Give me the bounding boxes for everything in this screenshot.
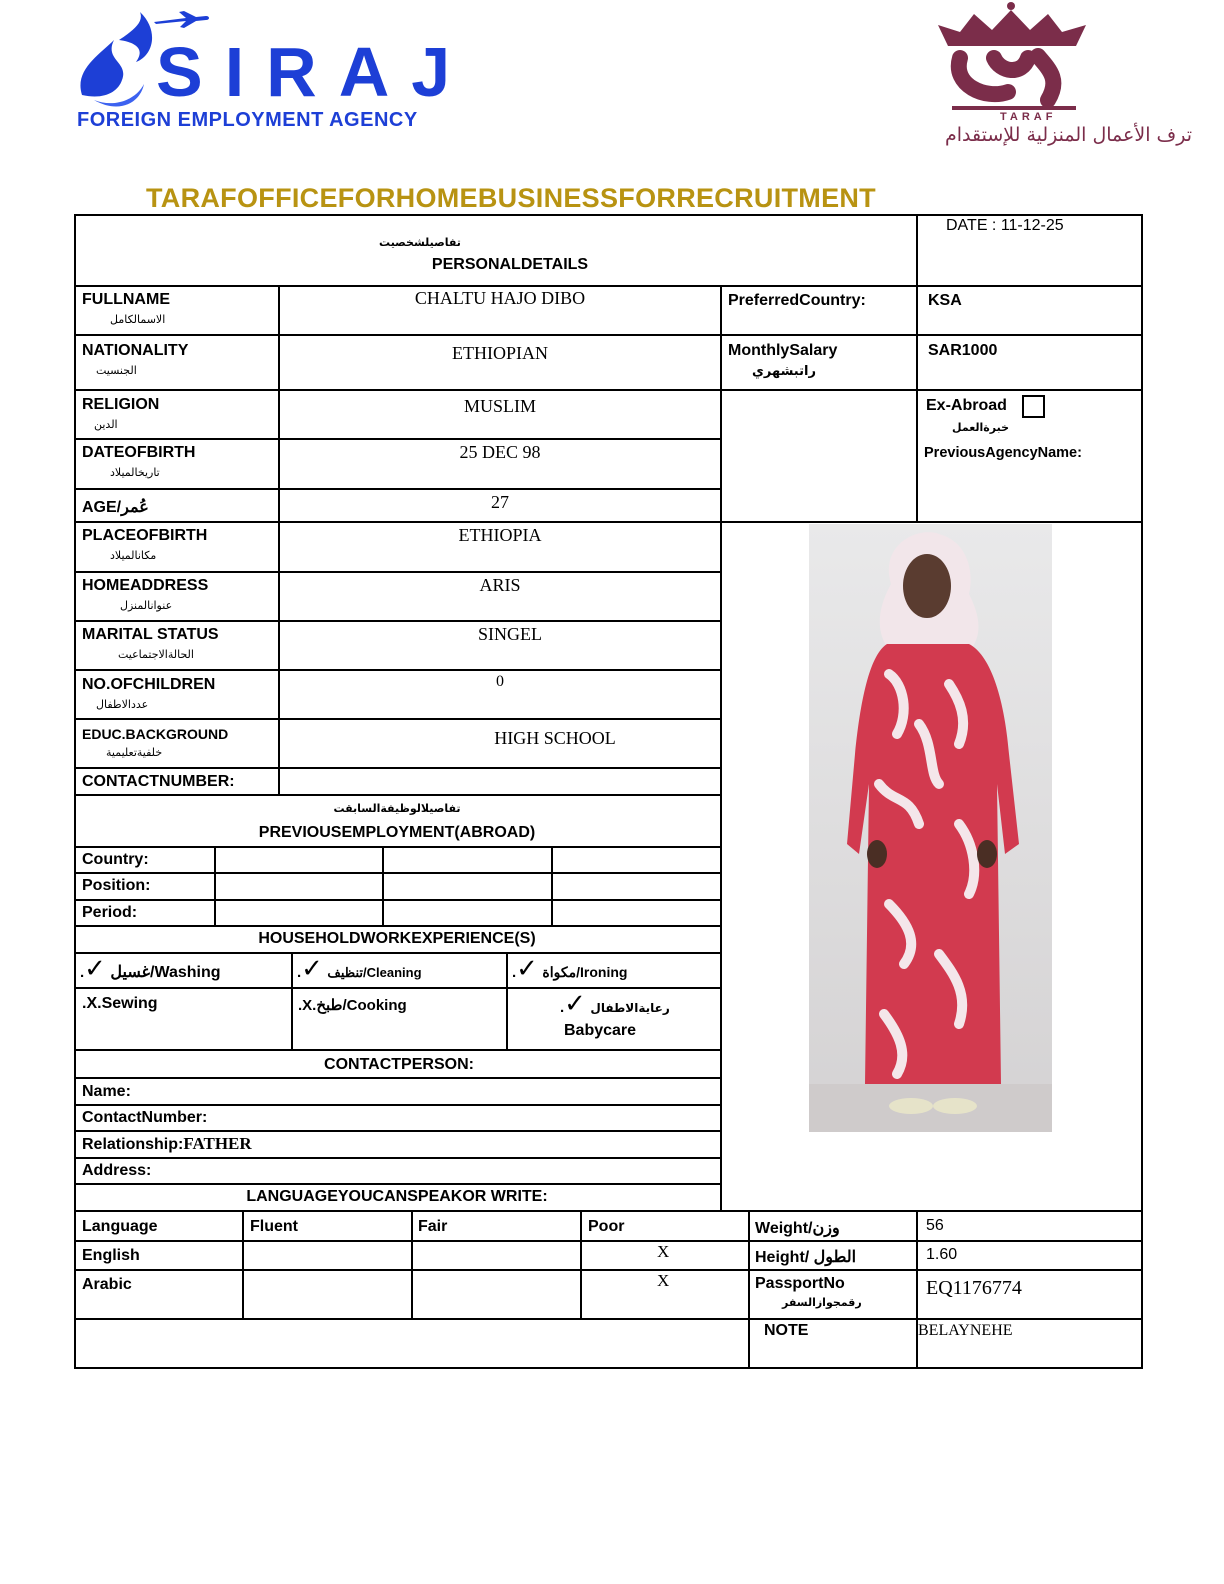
contact-person-title: CONTACTPERSON:	[324, 1056, 474, 1073]
children-label: NO.OFCHILDREN	[82, 676, 216, 693]
children-value: 0	[496, 673, 504, 690]
lang-header-poor: Poor	[588, 1218, 625, 1235]
pob-value: ETHIOPIA	[458, 525, 542, 545]
contact-name-label: Name:	[82, 1083, 131, 1100]
lang-english-name: English	[82, 1247, 140, 1264]
dob-label: DATEOFBIRTH	[82, 444, 196, 461]
cooking-label: .X.طبخ/Cooking	[298, 997, 407, 1014]
preferred-country-value: KSA	[928, 292, 962, 309]
lang-header-language: Language	[82, 1218, 158, 1235]
pob-arabic: مكانالميلاد	[110, 549, 157, 562]
religion-value: MUSLIM	[463, 396, 536, 416]
height-label: Height/ الطول	[755, 1249, 857, 1266]
home-address-arabic: عنوانالمنزل	[120, 599, 173, 612]
nationality-arabic: الجنسيت	[96, 364, 137, 377]
washing-cell: .✓ غسيل/Washing	[80, 954, 221, 984]
babycare-arabic: رعايةالاطفال	[590, 1001, 670, 1015]
lang-english-poor: X	[657, 1242, 670, 1261]
language-section-title: LANGUAGEYOUCANSPEAKOR WRITE:	[246, 1188, 548, 1205]
ironing-check-icon: ✓	[516, 954, 538, 984]
fullname-arabic: الاسمالكامل	[110, 313, 166, 326]
ex-abroad-arabic: خبرةالعمل	[952, 421, 1010, 434]
prev-period-label: Period:	[82, 904, 138, 921]
monthly-salary-arabic: راتبشهري	[752, 364, 816, 379]
taraf-arabic-name: ترف الأعمال المنزلية للإستقدام	[945, 124, 1192, 146]
religion-arabic: الدين	[94, 418, 118, 431]
passport-value: EQ1176774	[926, 1277, 1022, 1299]
weight-value: 56	[926, 1217, 944, 1234]
passport-arabic: رقمجوازالسفر	[782, 1296, 862, 1309]
relationship-row	[82, 1134, 252, 1154]
relationship-value: FATHER	[183, 1134, 252, 1153]
personal-section-arabic: تفاصيلشخصيت	[379, 236, 461, 249]
contact-number-label: CONTACTNUMBER:	[82, 773, 235, 790]
date-field: DATE : 11-12-25	[946, 217, 1064, 234]
age-label: AGE/عُمر	[82, 499, 149, 516]
dob-value: 25 DEC 98	[459, 442, 541, 462]
previous-agency-label: PreviousAgencyName:	[924, 445, 1082, 461]
ironing-label: مكواة/Ironing	[542, 964, 628, 980]
fullname-value: CHALTU HAJO DIBO	[414, 288, 586, 308]
cleaning-check-icon: ✓	[301, 954, 323, 984]
washing-label: غسيل/Washing	[110, 964, 221, 981]
home-address-value: ARIS	[479, 575, 521, 595]
children-arabic: عددالاطفال	[96, 698, 149, 711]
relationship-label: Relationship:	[82, 1136, 184, 1153]
babycare-cell: .✓ رعايةالاطفال	[560, 989, 670, 1019]
taraf-logo-name: TARAF	[1000, 111, 1057, 123]
nationality-value: ETHIOPIAN	[452, 343, 548, 363]
contact-address-label: Address:	[82, 1162, 152, 1179]
education-label: EDUC.BACKGROUND	[82, 726, 229, 742]
person-photo-icon	[809, 524, 1052, 1132]
prev-position-label: Position:	[82, 877, 151, 894]
passport-label: PassportNo	[755, 1275, 845, 1292]
prev-country-label: Country:	[82, 851, 149, 868]
pob-label: PLACEOFBIRTH	[82, 527, 208, 544]
height-value: 1.60	[926, 1246, 958, 1263]
marital-arabic: الحالةالاجتماعيت	[118, 648, 194, 661]
personal-section-title: PERSONALDETAILS	[431, 256, 589, 273]
cleaning-label: تنظيف/Cleaning	[327, 965, 422, 980]
marital-label: MARITAL STATUS	[82, 626, 219, 643]
dob-arabic: تاريخالميلاد	[110, 466, 160, 479]
ex-abroad-label: Ex-Abroad	[926, 397, 1007, 414]
age-value: 27	[491, 492, 509, 512]
lang-header-fair: Fair	[418, 1218, 448, 1235]
washing-check-icon: ✓	[84, 954, 106, 984]
crown-icon	[930, 0, 1100, 120]
ironing-cell: .✓ مكواة/Ironing	[512, 954, 628, 984]
education-value: HIGH SCHOOL	[494, 728, 616, 748]
office-title: TARAFOFFICEFORHOMEBUSINESSFORRECRUITMENT	[146, 183, 876, 213]
contact-phone-label: ContactNumber:	[82, 1109, 208, 1126]
household-title: HOUSEHOLDWORKEXPERIENCE(S)	[258, 930, 536, 947]
lang-arabic-poor: X	[657, 1271, 670, 1290]
lang-header-fluent: Fluent	[250, 1218, 298, 1235]
education-arabic: خلفيةتعليمية	[106, 746, 163, 759]
previous-employment-arabic: تفاصيلالوظيفةالسابقت	[333, 802, 461, 815]
cleaning-cell: .✓ تنظيف/Cleaning	[297, 954, 422, 984]
religion-label: RELIGION	[82, 396, 160, 413]
candidate-photo	[809, 524, 1052, 1132]
home-address-label: HOMEADDRESS	[82, 577, 209, 594]
monthly-salary-label: MonthlySalary	[728, 342, 838, 359]
taraf-logo	[930, 0, 1100, 120]
note-value: BELAYNEHE	[918, 1322, 1013, 1339]
nationality-label: NATIONALITY	[82, 342, 189, 359]
monthly-salary-value: SAR1000	[928, 342, 998, 359]
marital-value: SINGEL	[478, 624, 542, 644]
weight-label: Weight/وزن	[755, 1220, 840, 1237]
preferred-country-label: PreferredCountry:	[728, 292, 866, 309]
fullname-label: FULLNAME	[82, 291, 170, 308]
babycare-check-icon: ✓	[564, 989, 586, 1019]
siraj-logo-name: SIRAJ	[156, 33, 473, 111]
lang-arabic-name: Arabic	[82, 1276, 132, 1293]
sewing-label: .X.Sewing	[82, 995, 158, 1012]
siraj-logo-subtitle: FOREIGN EMPLOYMENT AGENCY	[77, 109, 418, 131]
previous-employment-title: PREVIOUSEMPLOYMENT(ABROAD)	[258, 824, 536, 841]
note-label: NOTE	[764, 1322, 809, 1339]
babycare-label: Babycare	[564, 1022, 637, 1039]
ex-abroad-checkbox[interactable]	[1022, 395, 1045, 418]
